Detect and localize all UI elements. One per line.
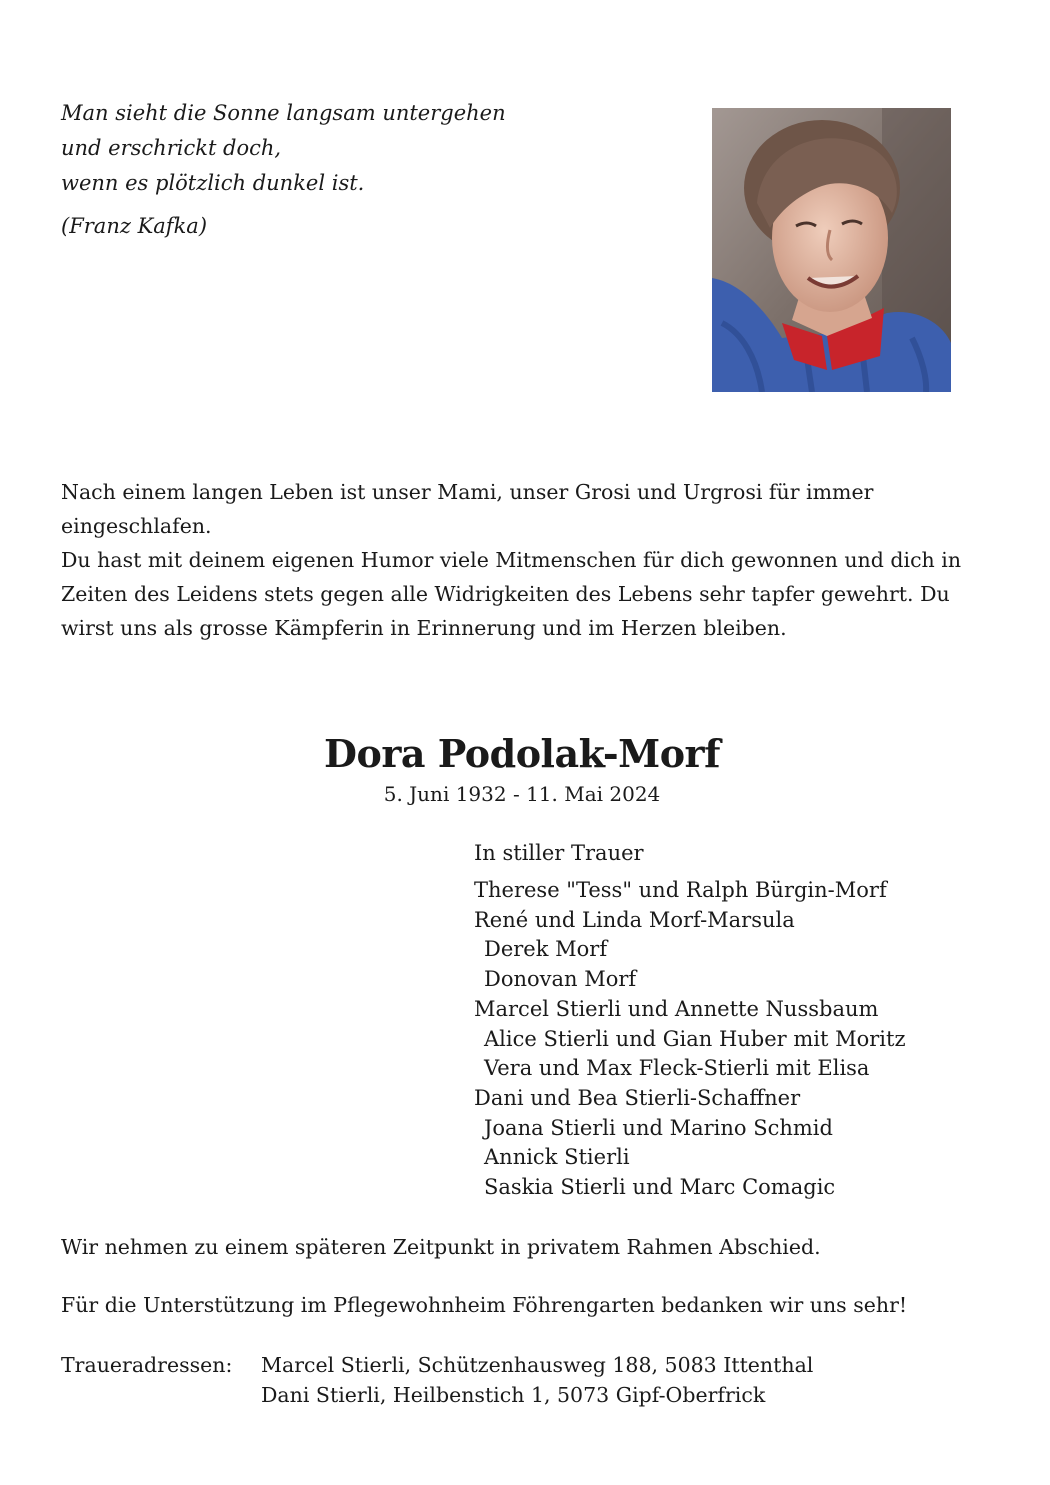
thanks-note: Für die Unterstützung im Pflegewohnheim Föhrengarten bedanken wir uns sehr! bbox=[61, 1293, 908, 1317]
mourner-name: Saskia Stierli und Marc Comagic bbox=[484, 1175, 836, 1200]
address-line: Marcel Stierli, Schützenhausweg 188, 5083 Ittenthal bbox=[261, 1353, 814, 1377]
quote-block bbox=[61, 96, 661, 244]
quote-line: wenn es plötzlich dunkel ist. bbox=[61, 171, 365, 195]
deceased-name: Dora Podolak-Morf bbox=[324, 731, 720, 776]
address-list bbox=[261, 1350, 813, 1410]
farewell-note: Wir nehmen zu einem späteren Zeitpunkt in privatem Rahmen Abschied. bbox=[61, 1235, 821, 1259]
mourner-name: Alice Stierli und Gian Huber mit Moritz bbox=[484, 1026, 906, 1051]
mourners-heading: In stiller Trauer bbox=[474, 841, 644, 865]
mourner-name: Derek Morf bbox=[484, 937, 608, 962]
quote-line: und erschrickt doch, bbox=[61, 136, 282, 160]
addresses-label: Traueradressen: bbox=[61, 1353, 233, 1377]
mourner-name: Therese "Tess" und Ralph Bürgin-Morf bbox=[474, 878, 887, 902]
mourner-name: Dani und Bea Stierli-Schaffner bbox=[474, 1085, 801, 1110]
mourner-name: Marcel Stierli und Annette Nussbaum bbox=[474, 996, 879, 1021]
intro-text bbox=[61, 475, 991, 645]
life-dates: 5. Juni 1932 - 11. Mai 2024 bbox=[383, 782, 661, 806]
mourner-name: Joana Stierli und Marino Schmid bbox=[484, 1115, 833, 1140]
mourner-name: René und Linda Morf-Marsula bbox=[474, 907, 795, 932]
address-line: Dani Stierli, Heilbenstich 1, 5073 Gipf-Oberfrick bbox=[261, 1383, 766, 1407]
mourner-name: Vera und Max Fleck-Stierli mit Elisa bbox=[484, 1056, 870, 1081]
mourner-name: Annick Stierli bbox=[484, 1145, 630, 1170]
quote-line: Man sieht die Sonne langsam untergehen bbox=[61, 101, 506, 125]
quote-author: (Franz Kafka) bbox=[61, 214, 208, 238]
mourners-list bbox=[474, 838, 1034, 1203]
intro-paragraph: Nach einem langen Leben ist unser Mami, unser Grosi und Urgrosi für immer eingeschlafen. bbox=[61, 480, 874, 538]
mourner-name: Donovan Morf bbox=[484, 967, 637, 992]
portrait-photo bbox=[712, 108, 951, 392]
intro-paragraph: Du hast mit deinem eigenen Humor viele Mitmenschen für dich gewonnen und dich in Zeiten des Leidens stets gegen alle Widrigkeiten des Lebens sehr tapfer gewehrt. Du wirst uns als grosse Kämpferin in Erinnerung und im Herzen bleiben. bbox=[61, 548, 962, 640]
